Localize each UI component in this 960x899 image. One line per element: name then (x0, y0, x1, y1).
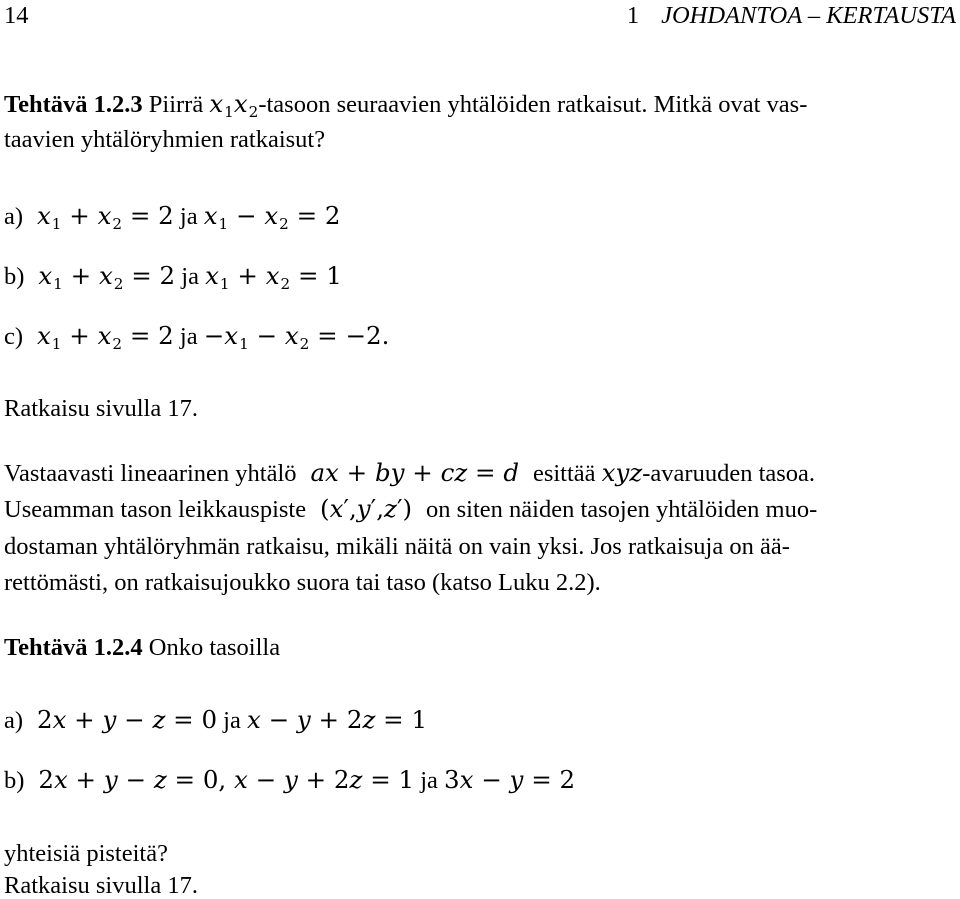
item-a-equation-1: x1 + x2 = 2 (29, 201, 174, 233)
paragraph-line-1-b: esittää (532, 460, 596, 487)
plane-equation: ax + by + cz = d (302, 458, 527, 487)
exercise-1-solution: Ratkaisu sivulla 17. (4, 395, 198, 422)
exercise-1-plane-math: x1x2 (209, 89, 259, 121)
item-2b-connector: ja (420, 767, 438, 794)
item-2b-letter: b) (4, 767, 25, 794)
item-b-equation-2: x1 + x2 = 1 (205, 261, 342, 293)
exercise-2-solution: Ratkaisu sivulla 17. (4, 872, 198, 899)
exercise-2-item-a (4, 705, 428, 734)
item-c-connector: ja (179, 323, 198, 350)
item-2a-letter: a) (4, 707, 24, 734)
page-number: 14 (4, 2, 29, 29)
exercise-2-item-b (4, 765, 576, 794)
exercise-1-item-a (4, 201, 341, 233)
exercise-1-text-3: taavien yhtälöryhmien ratkaisut? (4, 126, 326, 153)
item-2b-equations: 2x + y − z = 0, x − y + 2z = 1 (38, 765, 415, 794)
exercise-2-text: Onko tasoilla (148, 634, 281, 661)
item-c-letter: c) (4, 323, 24, 350)
paragraph-line-2 (4, 494, 818, 523)
exercise-1-text-1: Piirrä (148, 91, 204, 118)
item-c-equation-2: −x1 − x2 = −2. (203, 321, 390, 353)
exercise-1-intro (4, 89, 808, 121)
paragraph-line-1-c: -avaruuden tasoa. (642, 460, 816, 487)
running-header (627, 4, 956, 29)
item-a-connector: ja (179, 203, 198, 230)
item-c-equation-1: x1 + x2 = 2 (29, 321, 174, 353)
item-a-equation-2: x1 − x2 = 2 (203, 201, 341, 233)
paragraph-line-4: rettömästi, on ratkaisujoukko suora tai taso (katso Luku 2.2). (4, 569, 601, 596)
exercise-1-item-b (4, 261, 342, 293)
exercise-2-label: Tehtävä 1.2.4 (4, 634, 143, 661)
chapter-number: 1 (626, 2, 640, 29)
item-2b-equation-3: 3x − y = 2 (444, 765, 576, 794)
exercise-2-intro (4, 636, 280, 661)
item-2a-connector: ja (223, 707, 241, 734)
item-2a-equation-1: 2x + y − z = 0 (36, 705, 218, 734)
item-b-connector: ja (181, 263, 199, 290)
exercise-1-item-c (4, 321, 390, 353)
chapter-title: JOHDANTOA – KERTAUSTA (661, 2, 956, 29)
paragraph-line-1 (4, 458, 816, 487)
paragraph-line-2-a: Useamman tason leikkauspiste (4, 496, 307, 523)
xyz-math: xyz (601, 458, 643, 487)
exercise-1-label: Tehtävä 1.2.3 (4, 91, 143, 118)
paragraph-line-2-b: on siten näiden tasojen yhtälöiden muo- (426, 496, 818, 523)
item-b-equation-1: x1 + x2 = 2 (30, 261, 176, 293)
exercise-1-text-2: -tasoon seuraavien yhtälöiden ratkaisut. Mitkä ovat vas- (258, 91, 808, 118)
item-b-letter: b) (4, 263, 25, 290)
item-a-letter: a) (4, 203, 24, 230)
exercise-2-closing: yhteisiä pisteitä? (4, 840, 168, 867)
paragraph-line-1-a: Vastaavasti lineaarinen yhtälö (4, 460, 297, 487)
intersection-point-math: (x′,y′,z′) (320, 494, 413, 523)
item-2a-equation-2: x − y + 2z = 1 (246, 705, 428, 734)
paragraph-line-3: dostaman yhtälöryhmän ratkaisu, mikäli näitä on vain yksi. Jos ratkaisuja on ää- (4, 533, 790, 560)
